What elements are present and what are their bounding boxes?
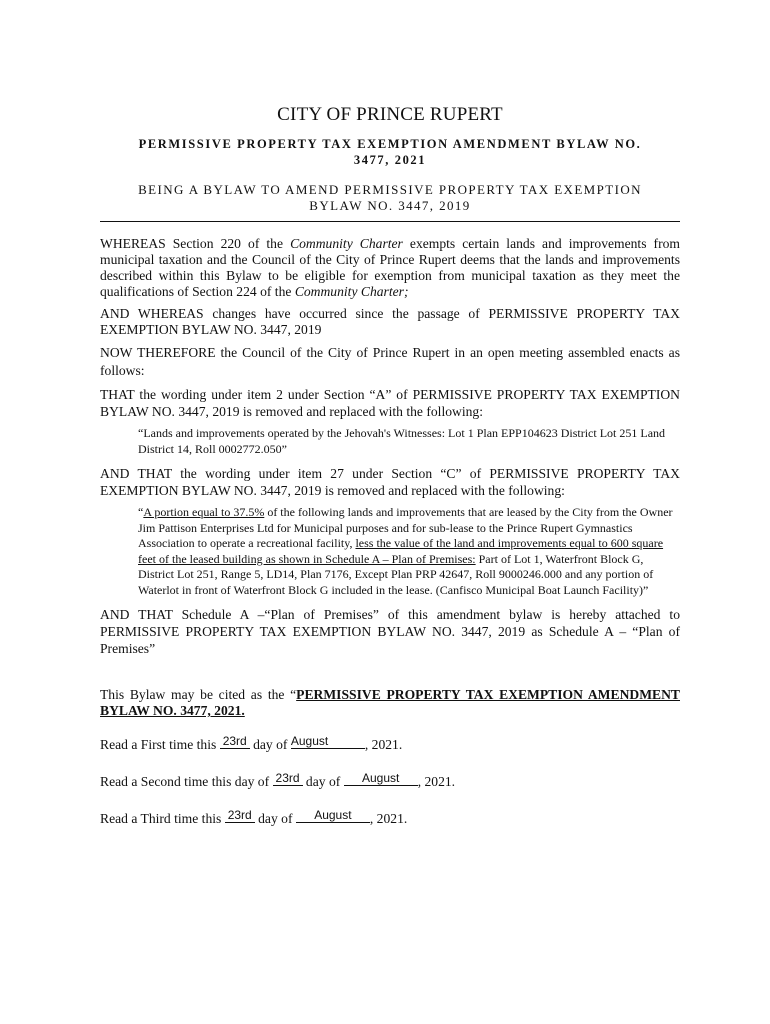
header-divider: [100, 221, 680, 222]
quote-open: “: [138, 505, 144, 519]
whereas-paragraph: [100, 236, 680, 300]
item2-quote: “Lands and improvements operated by the Jehovah's Witnesses: Lot 1 Plan EPP104623 District Lot 251 Land District 14, Roll 0002772.050”: [138, 426, 666, 456]
citation-bylaw-name: PERMISSIVE PROPERTY TAX EXEMPTION AMENDMENT BYLAW NO. 3477, 2021.: [100, 687, 680, 718]
reading-third: [100, 808, 680, 827]
reading-first-month-field[interactable]: August: [291, 735, 365, 749]
bylaw-title: [100, 136, 680, 168]
reading-second-middle: day of: [302, 774, 344, 789]
bylaw-subtitle-line1: BEING A BYLAW TO AMEND PERMISSIVE PROPERTY TAX EXEMPTION: [138, 182, 642, 197]
quote-text-2: Part of Lot 1, Waterfront Block G, District Lot 251, Range 5, LD14, Plan 7176, Except Plan PRP 42647, Roll 9000246.000 and any portion of Waterlot in front of Waterfront Block G included in the lease. (Canfisco Municipal Boat Launch Facility)”: [138, 551, 654, 597]
bylaw-title-line1: PERMISSIVE PROPERTY TAX EXEMPTION AMENDMENT BYLAW NO.: [138, 137, 642, 151]
bylaw-title-line2: 3477, 2021: [353, 153, 427, 167]
reading-second: [100, 771, 680, 790]
reading-second-month-field[interactable]: August: [344, 772, 418, 786]
quote-underline-2: less the value of the land and improvements equal to 600 square feet of the leased building as shown in Schedule A – Plan of Premises:: [138, 536, 664, 566]
reading-third-middle: day of: [254, 811, 296, 826]
whereas-italic-1: Community Charter: [290, 236, 403, 251]
item27-paragraph: AND THAT the wording under item 27 under Section “C” of PERMISSIVE PROPERTY TAX EXEMPTION BYLAW NO. 3447, 2019 is removed and replaced with the following:: [100, 466, 680, 498]
reading-second-year: , 2021.: [417, 774, 456, 789]
quote-text-1: of the following lands and improvements that are leased by the City from the Owner Jim Pattison Enterprises Ltd for Municipal purposes and for sub-lease to the Prince Rupert Gymnastics Association to operate a recreational facility,: [138, 505, 673, 550]
item2-paragraph: THAT the wording under item 2 under Section “A” of PERMISSIVE PROPERTY TAX EXEMPTION BYLAW NO. 3447, 2019 is removed and replaced with the following:: [100, 387, 680, 419]
reading-first-middle: day of: [249, 737, 291, 752]
reading-third-year: , 2021.: [369, 811, 408, 826]
whereas-text-2: exempts certain lands and improvements from municipal taxation and the Council of the City of Prince Rupert deems that the lands and improvements described within this Bylaw to be eligible for exemption from municipal taxation as they meet the qualifications of Section 224 of the: [100, 236, 680, 299]
reading-second-day-field[interactable]: 23rd: [273, 772, 303, 786]
and-whereas-paragraph: AND WHEREAS changes have occurred since the passage of PERMISSIVE PROPERTY TAX EXEMPTION BYLAW NO. 3447, 2019: [100, 306, 680, 337]
bylaw-subtitle: [100, 182, 680, 214]
citation-paragraph: [100, 687, 680, 719]
reading-third-day-field[interactable]: 23rd: [225, 809, 255, 823]
schedule-paragraph: AND THAT Schedule A –“Plan of Premises” of this amendment bylaw is hereby attached to PERMISSIVE PROPERTY TAX EXEMPTION BYLAW NO. 3447, 2019 as Schedule A – “Plan of Premises”: [100, 607, 680, 656]
whereas-italic-2: Community Charter;: [294, 284, 409, 299]
reading-first: [100, 734, 680, 753]
reading-first-day-field[interactable]: 23rd: [220, 735, 250, 749]
reading-third-label: Read a Third time this: [100, 811, 225, 826]
quote-underline-1: A portion equal to 37.5%: [143, 505, 265, 519]
reading-third-month-field[interactable]: August: [296, 809, 370, 823]
bylaw-subtitle-line2: BYLAW NO. 3447, 2019: [309, 198, 471, 213]
citation-prefix: This Bylaw may be cited as the “: [100, 687, 297, 702]
item27-quote: [138, 505, 678, 598]
now-therefore-paragraph: NOW THEREFORE the Council of the City of Prince Rupert in an open meeting assembled enacts as follows:: [100, 345, 680, 378]
whereas-text-1: WHEREAS Section 220 of the: [100, 236, 291, 251]
bylaw-content: [100, 100, 680, 848]
city-heading: CITY OF PRINCE RUPERT: [277, 104, 503, 125]
reading-second-label: Read a Second time this day of: [100, 774, 273, 789]
reading-first-label: Read a First time this: [100, 737, 220, 752]
reading-first-year: , 2021.: [364, 737, 403, 752]
